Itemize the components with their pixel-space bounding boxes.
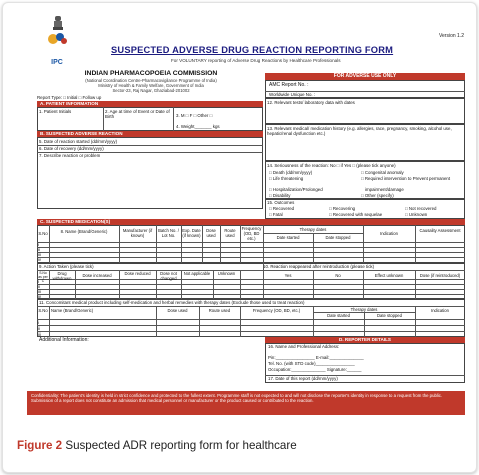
- med-row-label: iv: [38, 257, 42, 262]
- action-header: Dose reduced: [124, 271, 151, 276]
- serious-option: □ Life threatening: [269, 176, 304, 181]
- patient-sex: 3. M □ F □ Other □: [176, 113, 213, 118]
- reintro-header: No: [335, 273, 341, 278]
- reaction-recovery-date: 6. Date of recovery (dd/mm/yyyy): [39, 146, 104, 151]
- med-row-label: i: [38, 242, 39, 247]
- outcomes-label: 15. Outcomes: [267, 200, 295, 205]
- outcome-option: □ Recovered: [269, 206, 295, 211]
- reaction-describe: 7. Describe reaction or problem: [39, 153, 101, 158]
- form-title: SUSPECTED ADVERSE DRUG REACTION REPORTING FORM: [111, 45, 394, 55]
- additional-info-label: Additional Information:: [39, 337, 89, 343]
- outcome-option: □ Recovered with sequelae: [329, 212, 383, 217]
- figure-caption: [17, 439, 297, 452]
- reporter-field: Pin:________________ E-mail:______________: [268, 355, 364, 360]
- med-header: Dose used: [206, 228, 216, 238]
- serious-option: □ Hospitalization/Prolonged: [269, 187, 323, 192]
- state-emblem-icon: [51, 15, 65, 31]
- med-header: Indication: [380, 231, 398, 236]
- med-row-label: iii: [38, 252, 41, 257]
- serious-option: □ Required intervention to Prevent permanent: [361, 176, 451, 181]
- med-header: Route used: [224, 228, 236, 238]
- conc-row-label: i: [38, 320, 39, 325]
- serious-option: impairment/damage: [365, 187, 404, 192]
- action-row-label: ii: [38, 284, 40, 289]
- action-row-label: i: [38, 279, 39, 284]
- section-patient-header: A. PATIENT INFORMATION: [37, 101, 263, 107]
- med-header: Exp. Date (if known): [182, 228, 201, 238]
- med-row-label: ii: [38, 247, 40, 252]
- section-medication-header: C. SUSPECTED MEDICATION(S): [37, 219, 465, 225]
- concomitant-title: 11. Concomitant medical product including self-medication and herbal remedies with therapy dates (Exclude those used to treat reaction): [39, 300, 305, 305]
- action-header: Dose not changed: [160, 271, 177, 281]
- med-header: Therapy dates: [299, 227, 327, 232]
- conc-header: Name (Brand/Generic): [51, 308, 94, 313]
- section-reporter-header: D. REPORTER DETAILS: [265, 337, 465, 343]
- patient-initials: 1. Patient Initials: [39, 109, 72, 114]
- reintro-header: Yes: [284, 273, 292, 278]
- action-row-label: iv: [38, 294, 42, 299]
- caption-text: Suspected ADR reporting form for healthcare: [62, 439, 297, 452]
- reintro-header: Effect unknown: [374, 273, 404, 278]
- commission-address: [37, 78, 265, 93]
- ipc-logo-icon: [44, 31, 70, 45]
- conc-subheader: Date stopped: [377, 313, 402, 318]
- reporter-field: 16. Name and Professional Address:: [268, 344, 340, 349]
- conc-header: Route used: [208, 308, 231, 313]
- confidentiality-notice: Confidentiality: The patient's identity is held in strict confidence and protected to the fullest extent. Programme staff is not expected to and will not disclose the reporter's identity in response to a request from the public. Submission of a report does not constitute an admission that medical personnel or manufacturer or the product caused or contributed to the reaction.: [27, 391, 465, 415]
- worldwide-no: Worldwide Unique No. :: [269, 92, 316, 97]
- reintro-title: 10. Reaction reappeared after reintroduction (please tick): [263, 264, 375, 269]
- action-row-label: iii: [38, 289, 41, 294]
- conc-header: Indication: [431, 308, 449, 313]
- reporter-field: Tel. No. (with STD code)________________: [268, 361, 355, 366]
- action-header: Unknown: [217, 271, 236, 276]
- address-line: (National Coordination Centre-Pharmacovigilance Programme of India): [85, 78, 217, 83]
- conc-header: Frequency (OD, BD, etc.): [252, 308, 301, 313]
- action-title: 9. Action Taken (please tick): [39, 264, 94, 269]
- conc-header: S.No: [38, 308, 48, 313]
- patient-age: 2. Age at time of Event or Date of Birth: [105, 109, 170, 119]
- med-header: Causality Assessment: [419, 228, 461, 233]
- med-header: S.No: [38, 231, 48, 236]
- version-label: Version 1.2: [438, 33, 464, 39]
- conc-subheader: Date started: [327, 313, 350, 318]
- med-header: Manufacturer (if known): [122, 228, 153, 238]
- form-subtitle: For VOLUNTARY reporting of Adverse Drug Reactions by Healthcare Professionals: [171, 58, 341, 63]
- serious-option: □ Congenital anomaly: [361, 170, 404, 175]
- adr-form-image: [13, 13, 468, 421]
- serious-option: □ Disability: [269, 193, 291, 198]
- action-header: S.No as per C: [38, 271, 48, 283]
- section-adverse-header: B. SUSPECTED ADVERSE REACTION: [37, 131, 263, 137]
- patient-weight: 4. Weight_______ kgs: [176, 124, 220, 129]
- conc-row-label: iii: [38, 332, 41, 337]
- med-subheader: Date stopped: [325, 235, 351, 240]
- outcome-option: □ Unknown: [405, 212, 428, 217]
- commission-title: INDIAN PHARMACOPOEIA COMMISSION: [84, 70, 218, 77]
- seriousness-label: 14. Seriousness of the reaction: No □ if Yes □ (please tick anyone): [267, 163, 396, 168]
- reporter-field: 17. Date of this report (dd/mm/yyyy): [268, 376, 338, 381]
- action-header: Dose increased: [82, 273, 112, 278]
- amc-report-no: AMC Report No. :: [269, 82, 309, 88]
- outcome-option: □ Not recovered: [405, 206, 437, 211]
- address-line: Ministry of Health & Family Welfare, Government of India: [98, 83, 204, 88]
- reporter-field: Occupation:______________ Signature:______: [268, 367, 362, 372]
- conc-header: Dose used: [167, 308, 188, 313]
- action-header: Drug withdrawn: [52, 271, 72, 281]
- reintro-header: Dose (if reintroduced): [419, 273, 461, 278]
- lab-data-label: 12. Relevant tests/ laboratory data with dates: [267, 100, 355, 105]
- ipc-logo-text: IPC: [51, 59, 63, 66]
- action-header: Not applicable: [183, 271, 211, 276]
- outcome-option: □ Fatal: [269, 212, 283, 217]
- conc-header: Therapy dates: [350, 307, 378, 312]
- outcome-option: □ Recovering: [329, 206, 356, 211]
- reaction-start-date: 5. Date of reaction started (dd/mm/yyyy): [39, 139, 118, 144]
- figure-card: [2, 2, 477, 473]
- serious-option: □ Death (dd/mm/yyyy): [269, 170, 313, 175]
- amc-header: FOR ADVERSE USE ONLY: [265, 73, 465, 80]
- address-line: Sector-23, Raj Nagar, Ghaziabad-201002: [112, 88, 190, 93]
- caption-label: Figure 2: [17, 439, 63, 452]
- report-type: Report Type: □ Initial □ Follow up: [37, 95, 102, 100]
- med-header: Frequency (OD, BD etc.): [241, 226, 262, 241]
- med-header: Batch No. / Lot No.: [158, 228, 179, 238]
- med-header: 8. Name (Brand/Generic): [60, 229, 108, 234]
- history-label: 13. Relevant medical/ medication history (e.g. allergies, race, pregnancy, smoking, alcohol use, hepatic/renal dysfunction etc.): [267, 126, 452, 136]
- med-subheader: Date started: [276, 235, 300, 240]
- serious-option: □ Other (specify): [361, 193, 394, 198]
- conc-row-label: ii: [38, 326, 40, 331]
